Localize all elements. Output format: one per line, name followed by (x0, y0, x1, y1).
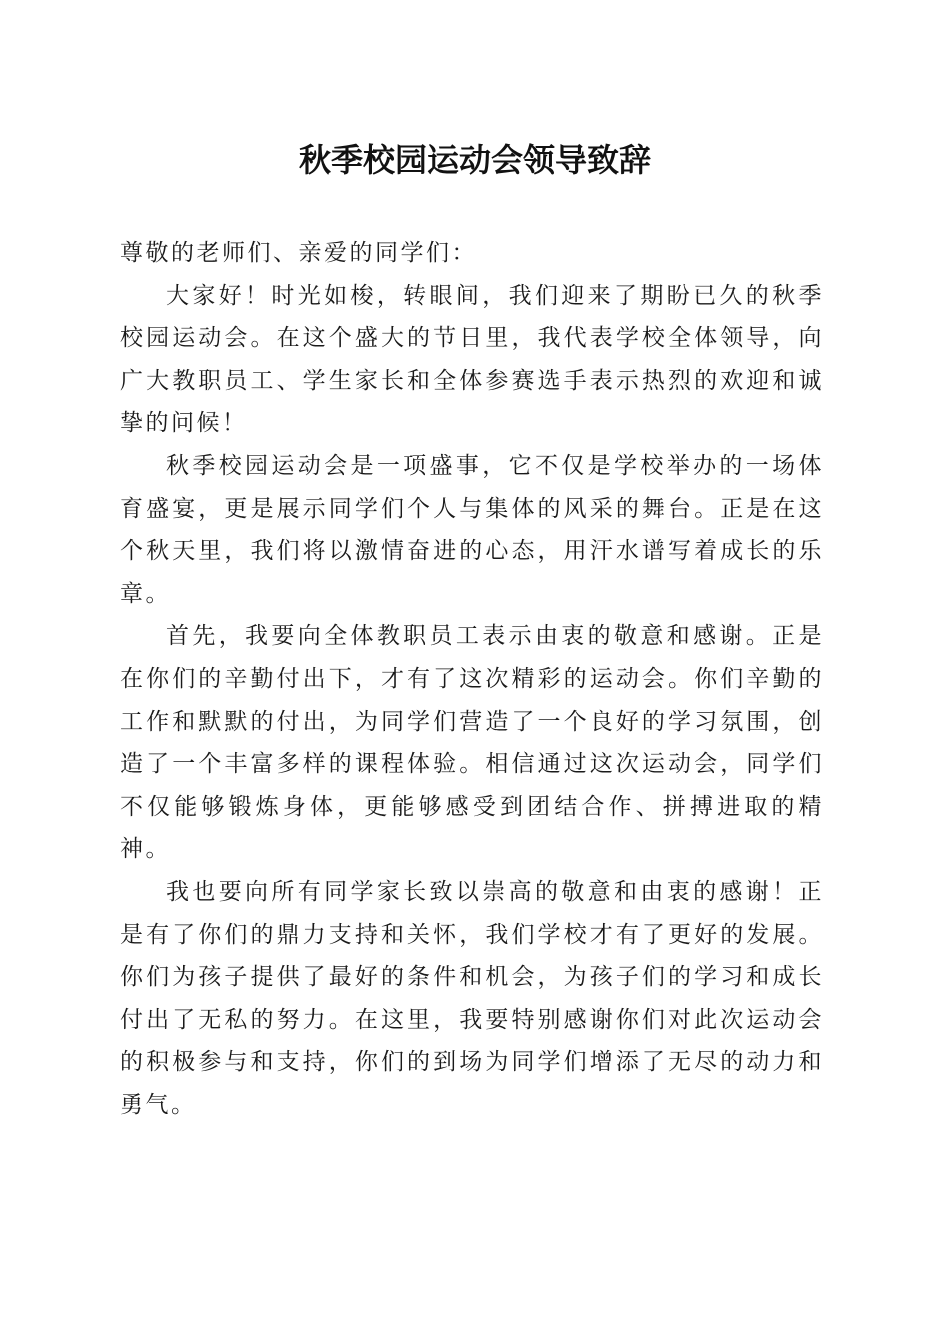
document-title: 秋季校园运动会领导致辞 (298, 141, 651, 179)
paragraph-thanks-staff: 首先，我要向全体教职员工表示由衷的敬意和感谢。正是在你们的辛勤付出下，才有了这次精彩的运动会。你们辛勤的工作和默默的付出，为同学们营造了一个良好的学习氛围，创造了一个丰富多样的课程体验。相信通过这次运动会，同学们不仅能够锻炼身体，更能够感受到团结合作、拼搏进取的精神。 (120, 623, 824, 863)
salutation: 尊敬的老师们、亲爱的同学们： (120, 240, 477, 266)
paragraph-greeting: 大家好！时光如梭，转眼间，我们迎来了期盼已久的秋季校园运动会。在这个盛大的节日里，我代表学校全体领导，向广大教职员工、学生家长和全体参赛选手表示热烈的欢迎和诚挚的问候！ (120, 282, 824, 437)
paragraph-event-intro: 秋季校园运动会是一项盛事，它不仅是学校举办的一场体育盛宴，更是展示同学们个人与集体的风采的舞台。正是在这个秋天里，我们将以激情奋进的心态，用汗水谱写着成长的乐章。 (120, 452, 824, 607)
document-body (120, 232, 824, 1126)
paragraph-thanks-parents: 我也要向所有同学家长致以崇高的敬意和由衷的感谢！正是有了你们的鼎力支持和关怀，我们学校才有了更好的发展。你们为孩子提供了最好的条件和机会，为孩子们的学习和成长付出了无私的努力。在这里，我要特别感谢你们对此次运动会的积极参与和支持，你们的到场为同学们增添了无尽的动力和勇气。 (120, 878, 824, 1118)
